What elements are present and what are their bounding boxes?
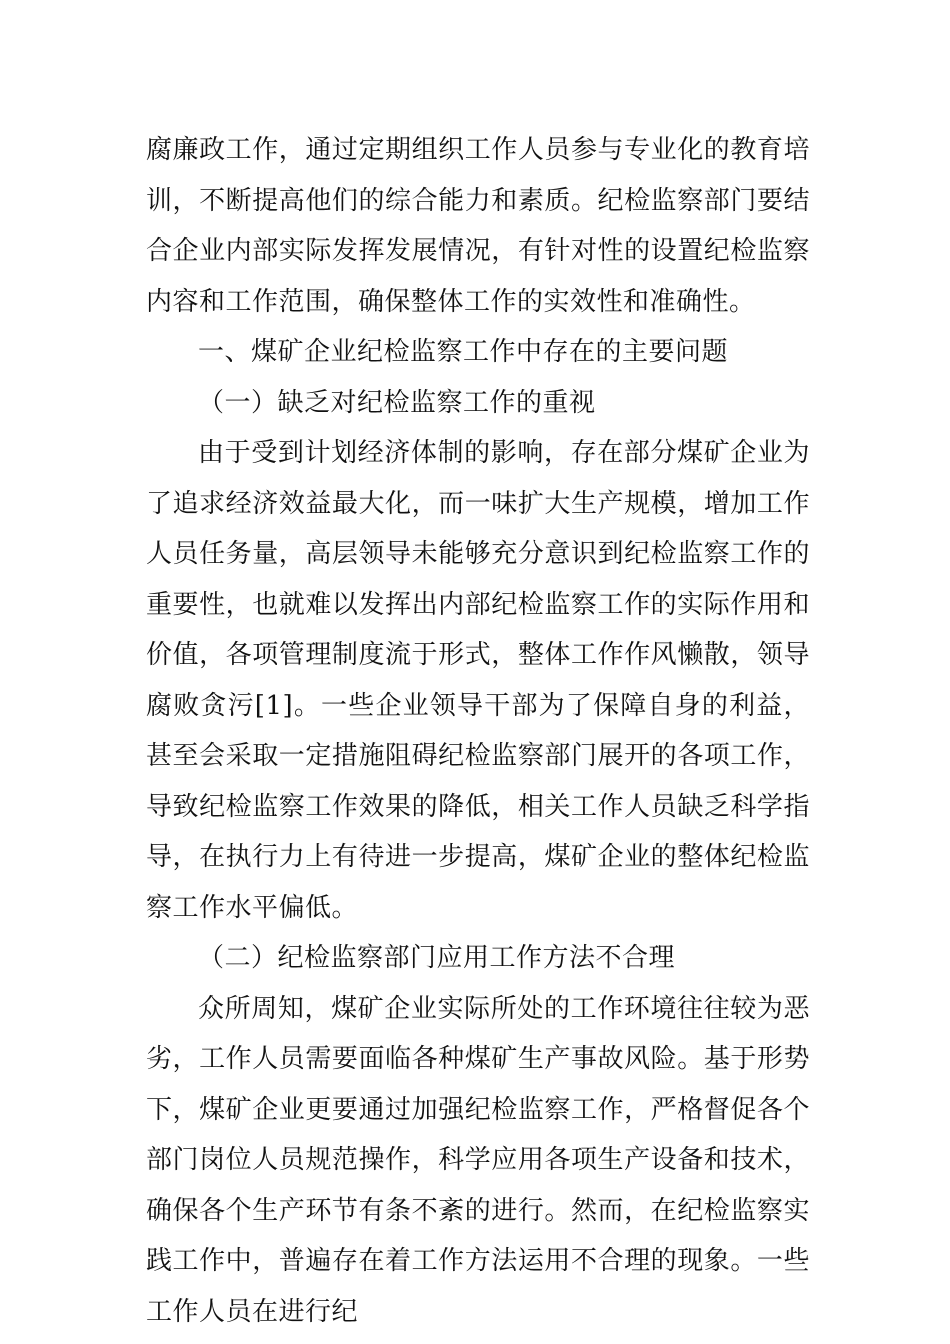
subsection-heading-improper-methods: （二）纪检监察部门应用工作方法不合理 <box>198 943 676 973</box>
paragraph-lack-of-attention: 由于受到计划经济体制的影响，存在部分煤矿企业为了追求经济效益最大化，而一味扩大生产规模，增加工作人员任务量，高层领导未能够充分意识到纪检监察工作的重要性，也就难以发挥出内部纪检监察工作的实际作用和价值，各项管理制度流于形式，整体工作作风懒散，领导腐败贪污[1]。一些企业领导干部为了保障自身的利益，甚至会采取一定措施阻碍纪检监察部门展开的各项工作，导致纪检监察工作效果的降低，相关工作人员缺乏科学指导，在执行力上有待进一步提高，煤矿企业的整体纪检监察工作水平偏低。 <box>146 438 810 923</box>
document-body <box>146 125 810 1337</box>
section-heading-main-problems: 一、煤矿企业纪检监察工作中存在的主要问题 <box>198 337 729 367</box>
paragraph-improper-methods: 众所周知，煤矿企业实际所处的工作环境往往较为恶劣，工作人员需要面临各种煤矿生产事故风险。基于形势下，煤矿企业更要通过加强纪检监察工作，严格督促各个部门岗位人员规范操作，科学应用各项生产设备和技术，确保各个生产环节有条不紊的进行。然而，在纪检监察实践工作中，普遍存在着工作方法运用不合理的现象。一些工作人员在进行纪 <box>146 993 810 1327</box>
paragraph-intro-continuation: 腐廉政工作，通过定期组织工作人员参与专业化的教育培训，不断提高他们的综合能力和素质。纪检监察部门要结合企业内部实际发挥发展情况，有针对性的设置纪检监察内容和工作范围，确保整体工作的实效性和准确性。 <box>146 135 810 317</box>
subsection-heading-lack-of-attention: （一）缺乏对纪检监察工作的重视 <box>198 387 596 418</box>
